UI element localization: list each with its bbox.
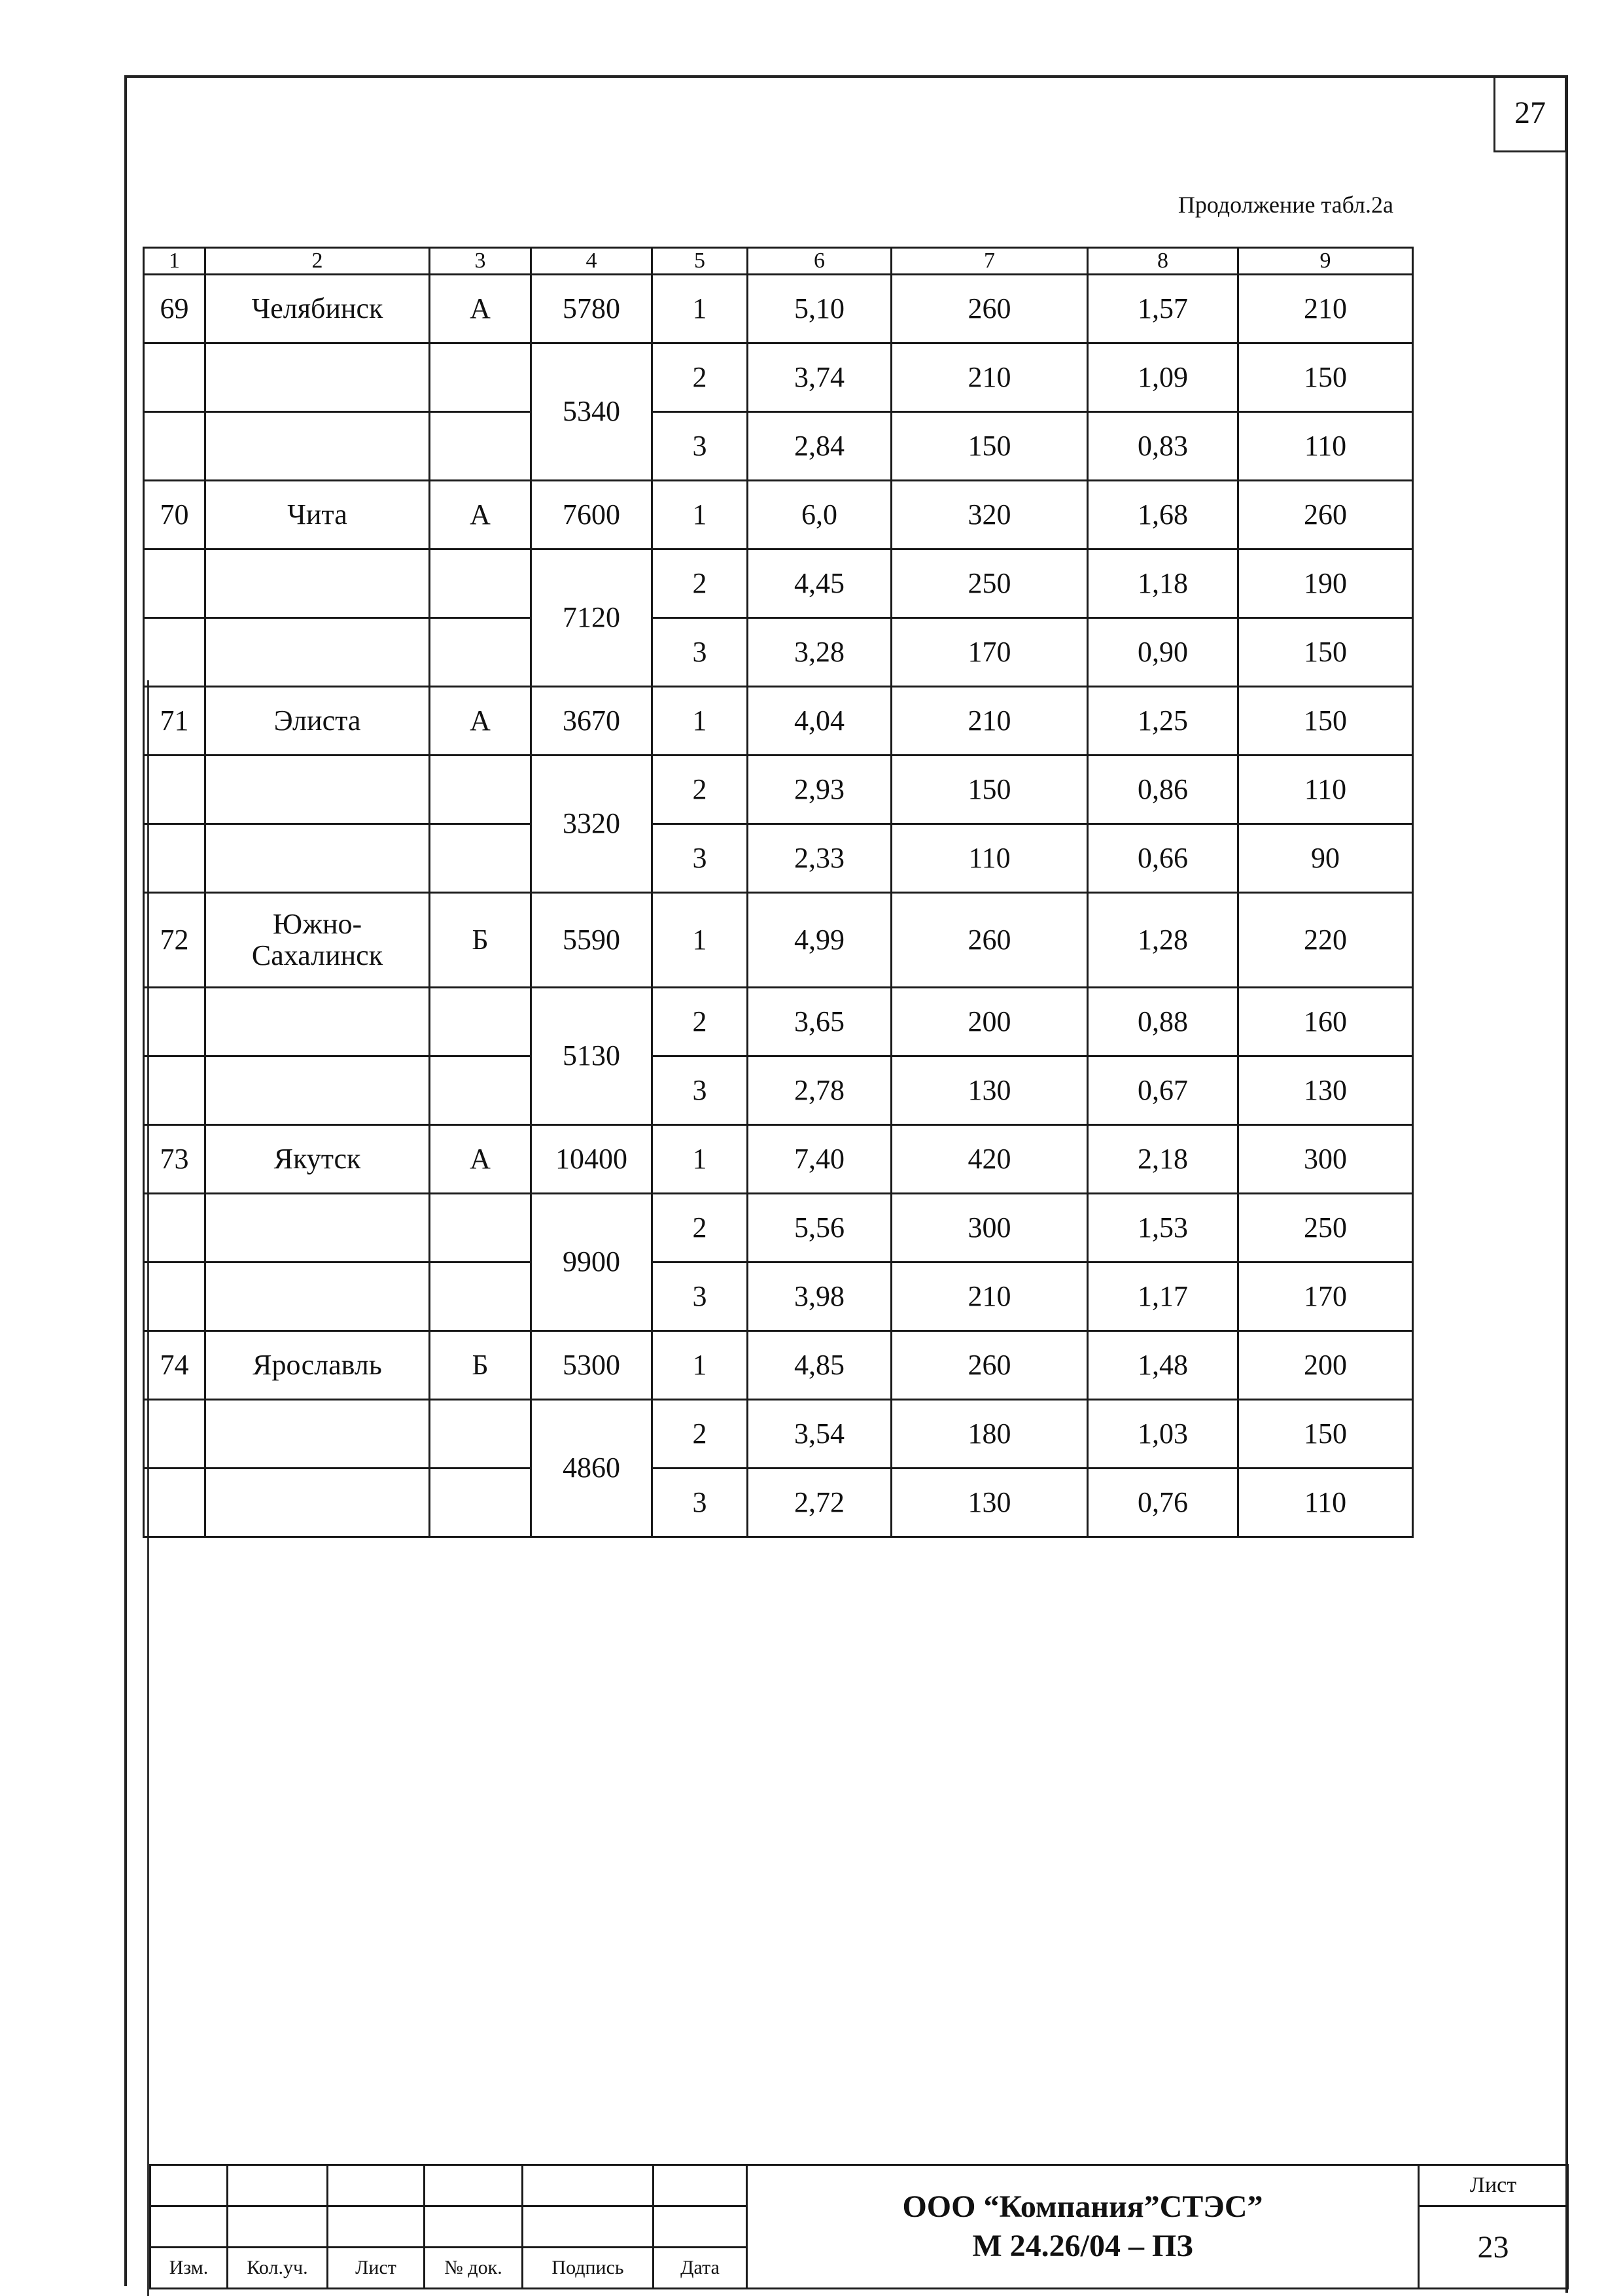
title-org-cell [747, 2165, 1419, 2289]
empty-cell [430, 824, 531, 893]
table-row [144, 618, 1413, 687]
value-col6: 5,56 [748, 1194, 892, 1262]
empty-cell [205, 756, 430, 824]
value-col5: 1 [652, 481, 748, 549]
empty-cell [144, 412, 205, 481]
title-cell [523, 2206, 654, 2248]
value-col9: 250 [1238, 1194, 1413, 1262]
value-col8: 0,76 [1088, 1469, 1238, 1537]
value-col8: 0,66 [1088, 824, 1238, 893]
title-cell [228, 2206, 328, 2248]
value-col4: 5780 [531, 275, 652, 343]
empty-cell [205, 824, 430, 893]
value-col8: 2,18 [1088, 1125, 1238, 1194]
table-row [144, 1469, 1413, 1537]
value-col7: 150 [892, 412, 1088, 481]
value-col5: 2 [652, 343, 748, 412]
document-code: М 24.26/04 – ПЗ [972, 2229, 1193, 2263]
value-col9: 110 [1238, 1469, 1413, 1537]
empty-cell [144, 618, 205, 687]
zone-letter: Б [430, 893, 531, 988]
value-col9: 110 [1238, 412, 1413, 481]
zone-letter: А [430, 275, 531, 343]
city-name: Якутск [205, 1125, 430, 1194]
empty-cell [205, 988, 430, 1056]
value-col5: 1 [652, 1125, 748, 1194]
value-col5: 1 [652, 1331, 748, 1400]
value-col8: 1,48 [1088, 1331, 1238, 1400]
title-cell [654, 2206, 747, 2248]
value-col5: 2 [652, 756, 748, 824]
table-row [144, 756, 1413, 824]
value-col5: 3 [652, 824, 748, 893]
value-col4: 9900 [531, 1194, 652, 1331]
value-col5: 1 [652, 687, 748, 756]
table-row [144, 893, 1413, 988]
table-row [144, 1056, 1413, 1125]
sheet-label: Лист [1419, 2165, 1568, 2206]
value-col9: 150 [1238, 618, 1413, 687]
table-row [144, 1400, 1413, 1469]
table-row [144, 1125, 1413, 1194]
zone-letter: А [430, 1125, 531, 1194]
empty-cell [430, 1400, 531, 1469]
empty-cell [144, 1400, 205, 1469]
value-col6: 4,99 [748, 893, 892, 988]
title-block [149, 2164, 1569, 2289]
value-col9: 150 [1238, 687, 1413, 756]
value-col6: 3,54 [748, 1400, 892, 1469]
title-cell [328, 2165, 425, 2206]
column-number-1: 1 [144, 248, 205, 275]
title-cell [425, 2206, 523, 2248]
table-row [144, 824, 1413, 893]
value-col4: 4860 [531, 1400, 652, 1537]
value-col8: 1,68 [1088, 481, 1238, 549]
empty-cell [430, 1262, 531, 1331]
value-col9: 150 [1238, 343, 1413, 412]
city-name: Элиста [205, 687, 430, 756]
empty-cell [205, 1400, 430, 1469]
zone-letter: А [430, 687, 531, 756]
table-header-row [144, 248, 1413, 275]
value-col4: 5130 [531, 988, 652, 1125]
value-col5: 3 [652, 1056, 748, 1125]
city-name: Чита [205, 481, 430, 549]
table-row [144, 1331, 1413, 1400]
row-number: 69 [144, 275, 205, 343]
city-name: Ярославль [205, 1331, 430, 1400]
value-col5: 1 [652, 275, 748, 343]
value-col9: 170 [1238, 1262, 1413, 1331]
label-signature: Подпись [523, 2248, 654, 2289]
value-col4: 5590 [531, 893, 652, 988]
title-cell [328, 2206, 425, 2248]
value-col5: 2 [652, 549, 748, 618]
value-col7: 320 [892, 481, 1088, 549]
value-col8: 1,53 [1088, 1194, 1238, 1262]
empty-cell [430, 988, 531, 1056]
zone-letter: Б [430, 1331, 531, 1400]
value-col5: 1 [652, 893, 748, 988]
empty-cell [430, 1194, 531, 1262]
empty-cell [430, 1469, 531, 1537]
value-col6: 2,78 [748, 1056, 892, 1125]
empty-cell [144, 1194, 205, 1262]
table-row [144, 412, 1413, 481]
value-col6: 6,0 [748, 481, 892, 549]
label-list: Лист [328, 2248, 425, 2289]
title-cell [150, 2165, 228, 2206]
value-col4: 5340 [531, 343, 652, 481]
value-col7: 420 [892, 1125, 1088, 1194]
value-col7: 200 [892, 988, 1088, 1056]
frame-top-line [124, 75, 1568, 78]
value-col8: 1,09 [1088, 343, 1238, 412]
table-row [144, 549, 1413, 618]
value-col9: 90 [1238, 824, 1413, 893]
column-number-6: 6 [748, 248, 892, 275]
value-col5: 2 [652, 1194, 748, 1262]
table-row [144, 343, 1413, 412]
value-col8: 1,03 [1088, 1400, 1238, 1469]
value-col9: 220 [1238, 893, 1413, 988]
empty-cell [144, 824, 205, 893]
value-col9: 260 [1238, 481, 1413, 549]
organization-name: ООО “Компания”СТЭС” [902, 2189, 1263, 2224]
label-izm: Изм. [150, 2248, 228, 2289]
frame-left-line [124, 75, 127, 2286]
title-cell [523, 2165, 654, 2206]
value-col7: 210 [892, 687, 1088, 756]
value-col7: 210 [892, 343, 1088, 412]
value-col7: 260 [892, 1331, 1088, 1400]
empty-cell [144, 549, 205, 618]
value-col8: 0,67 [1088, 1056, 1238, 1125]
value-col5: 2 [652, 1400, 748, 1469]
empty-cell [430, 756, 531, 824]
value-col9: 130 [1238, 1056, 1413, 1125]
label-doc-no: № док. [425, 2248, 523, 2289]
empty-cell [205, 412, 430, 481]
title-cell [425, 2165, 523, 2206]
value-col8: 0,86 [1088, 756, 1238, 824]
value-col7: 150 [892, 756, 1088, 824]
value-col8: 1,28 [1088, 893, 1238, 988]
value-col7: 260 [892, 275, 1088, 343]
table-row [144, 481, 1413, 549]
value-col6: 2,72 [748, 1469, 892, 1537]
title-cell [654, 2165, 747, 2206]
value-col6: 4,04 [748, 687, 892, 756]
column-number-4: 4 [531, 248, 652, 275]
value-col4: 7600 [531, 481, 652, 549]
value-col7: 130 [892, 1469, 1088, 1537]
value-col7: 210 [892, 1262, 1088, 1331]
value-col6: 4,45 [748, 549, 892, 618]
value-col6: 2,93 [748, 756, 892, 824]
table-caption: Продолжение табл.2а [1178, 192, 1393, 218]
city-name: Челябинск [205, 275, 430, 343]
row-number: 74 [144, 1331, 205, 1400]
value-col8: 1,17 [1088, 1262, 1238, 1331]
data-table [143, 247, 1414, 1538]
value-col5: 3 [652, 1469, 748, 1537]
value-col9: 210 [1238, 275, 1413, 343]
empty-cell [205, 343, 430, 412]
value-col9: 110 [1238, 756, 1413, 824]
value-col7: 250 [892, 549, 1088, 618]
table-row [144, 1194, 1413, 1262]
value-col9: 300 [1238, 1125, 1413, 1194]
empty-cell [205, 549, 430, 618]
empty-cell [144, 988, 205, 1056]
value-col7: 180 [892, 1400, 1088, 1469]
empty-cell [144, 1056, 205, 1125]
column-number-9: 9 [1238, 248, 1413, 275]
empty-cell [430, 1056, 531, 1125]
table-row [144, 275, 1413, 343]
value-col5: 2 [652, 988, 748, 1056]
empty-cell [144, 1262, 205, 1331]
frame-right-line [1565, 75, 1568, 2293]
column-number-5: 5 [652, 248, 748, 275]
value-col6: 3,65 [748, 988, 892, 1056]
table-row [144, 687, 1413, 756]
table-row [144, 1262, 1413, 1331]
column-number-8: 8 [1088, 248, 1238, 275]
row-number: 70 [144, 481, 205, 549]
value-col4: 7120 [531, 549, 652, 687]
value-col6: 3,28 [748, 618, 892, 687]
table-row [144, 988, 1413, 1056]
value-col4: 3670 [531, 687, 652, 756]
value-col6: 3,74 [748, 343, 892, 412]
value-col6: 2,84 [748, 412, 892, 481]
empty-cell [205, 1469, 430, 1537]
column-number-7: 7 [892, 248, 1088, 275]
empty-cell [205, 1262, 430, 1331]
page-number: 27 [1493, 75, 1567, 152]
value-col5: 3 [652, 1262, 748, 1331]
value-col7: 260 [892, 893, 1088, 988]
value-col9: 190 [1238, 549, 1413, 618]
value-col8: 0,88 [1088, 988, 1238, 1056]
empty-cell [205, 1194, 430, 1262]
value-col8: 1,57 [1088, 275, 1238, 343]
value-col9: 150 [1238, 1400, 1413, 1469]
title-cell [228, 2165, 328, 2206]
value-col6: 2,33 [748, 824, 892, 893]
zone-letter: А [430, 481, 531, 549]
empty-cell [430, 549, 531, 618]
value-col4: 5300 [531, 1331, 652, 1400]
value-col8: 1,18 [1088, 549, 1238, 618]
value-col7: 130 [892, 1056, 1088, 1125]
row-number: 73 [144, 1125, 205, 1194]
value-col6: 3,98 [748, 1262, 892, 1331]
empty-cell [205, 1056, 430, 1125]
empty-cell [144, 756, 205, 824]
city-name: Южно- Сахалинск [205, 893, 430, 988]
empty-cell [144, 343, 205, 412]
value-col5: 3 [652, 412, 748, 481]
value-col6: 5,10 [748, 275, 892, 343]
value-col7: 170 [892, 618, 1088, 687]
value-col4: 10400 [531, 1125, 652, 1194]
empty-cell [430, 618, 531, 687]
value-col9: 160 [1238, 988, 1413, 1056]
value-col6: 7,40 [748, 1125, 892, 1194]
row-number: 72 [144, 893, 205, 988]
value-col8: 1,25 [1088, 687, 1238, 756]
empty-cell [430, 412, 531, 481]
value-col9: 200 [1238, 1331, 1413, 1400]
sheet-number: 23 [1419, 2206, 1568, 2289]
column-number-2: 2 [205, 248, 430, 275]
value-col8: 0,83 [1088, 412, 1238, 481]
empty-cell [430, 343, 531, 412]
value-col7: 110 [892, 824, 1088, 893]
title-cell [150, 2206, 228, 2248]
value-col5: 3 [652, 618, 748, 687]
label-date: Дата [654, 2248, 747, 2289]
value-col7: 300 [892, 1194, 1088, 1262]
empty-cell [205, 618, 430, 687]
empty-cell [144, 1469, 205, 1537]
value-col8: 0,90 [1088, 618, 1238, 687]
value-col4: 3320 [531, 756, 652, 893]
value-col6: 4,85 [748, 1331, 892, 1400]
label-kol-uch: Кол.уч. [228, 2248, 328, 2289]
row-number: 71 [144, 687, 205, 756]
column-number-3: 3 [430, 248, 531, 275]
